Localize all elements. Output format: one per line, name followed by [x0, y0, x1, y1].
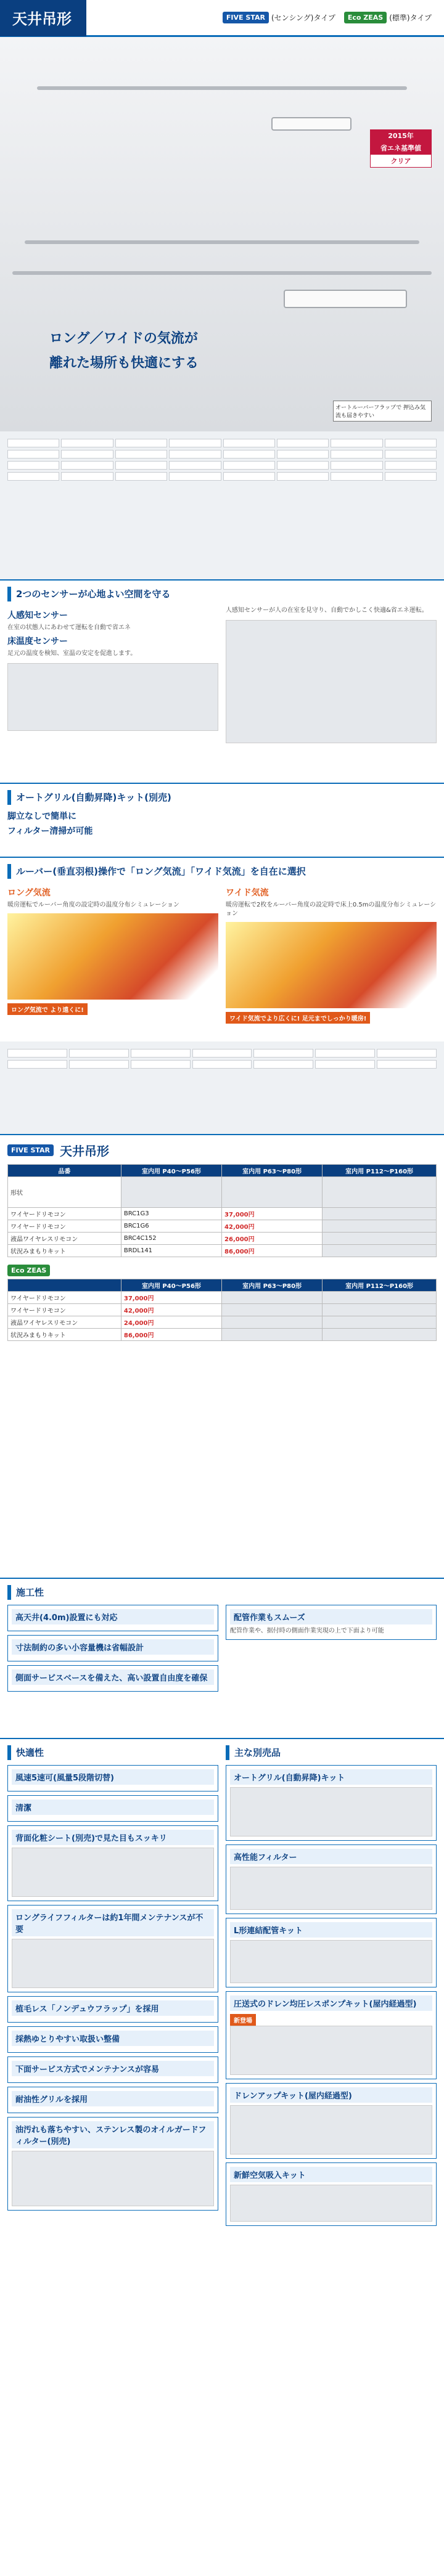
- long-airflow-note: ロング気流で より遠くに!: [7, 1003, 88, 1015]
- sensor-diagram: [7, 663, 218, 731]
- long-airflow-desc: 暖房運転でルーバー角度の設定時の温度分布シミュレーション: [7, 902, 179, 908]
- spec-grid: [0, 431, 444, 579]
- wide-airflow-note: ワイド気流でより広くに! 足元までしっかり暖房!: [226, 1012, 370, 1024]
- spec-grid-2: [0, 1041, 444, 1134]
- table-row: 液晶ワイヤレスリモコン BRC4C152 26,000円: [8, 1233, 437, 1245]
- col-2: 室内用 P63〜P80形: [222, 1165, 323, 1177]
- wide-airflow-graph: [226, 922, 437, 1008]
- price-section: [0, 1134, 444, 1578]
- price-table: [7, 1164, 437, 1257]
- filter-section: [0, 783, 444, 857]
- feature-item: 植毛レス「ノンデュウフラップ」を採用: [7, 1996, 218, 2023]
- feature-item: ロングライフフィルターは約1年間メンテナンスが不要: [7, 1905, 218, 1992]
- feature-item: 清潔: [7, 1795, 218, 1822]
- floor-sensor-desc: 足元の温度を検知、室温の安定を促進します。: [7, 650, 137, 657]
- filter-desc1: 脚立なしで簡単に: [7, 812, 76, 821]
- type-badges: [223, 12, 444, 23]
- badge-year: 2015年: [370, 129, 432, 142]
- install-section: [0, 1578, 444, 1738]
- ceiling-line: [37, 86, 407, 90]
- feature-item: 下面サービス方式でメンテナンスが容易: [7, 2056, 218, 2083]
- col-3: 室内用 P112〜P160形: [323, 1165, 437, 1177]
- page-title: 天井吊形: [0, 0, 86, 36]
- col-model: 品番: [8, 1165, 121, 1177]
- col-1: 室内用 P40〜P56形: [121, 1165, 221, 1177]
- price-brand: FIVE STAR: [7, 1144, 54, 1156]
- table-row: 形状: [8, 1177, 437, 1208]
- option-item: 圧送式のドレン均圧レスポンプキット(屋内経過型) 新登場: [226, 1991, 437, 2079]
- table-row: [25, 240, 419, 244]
- badge-text2: クリア: [370, 154, 432, 168]
- long-airflow-label: ロング気流: [7, 888, 51, 898]
- hero-image: [0, 37, 444, 431]
- option-item: 高性能フィルター: [226, 1844, 437, 1914]
- louver-title: ルーバー(垂直羽根)操作で「ロング気流」「ワイド気流」を自在に選択: [7, 864, 437, 879]
- floor-sensor-title: 床温度センサー: [7, 637, 68, 646]
- install-item: 寸法制約の多い小容量機は省幅設計: [7, 1635, 218, 1661]
- features-section: [0, 1738, 444, 2416]
- table-row: 状況みまもりキット BRDL141 86,000円: [8, 1245, 437, 1257]
- hero-caption: オートルーバーフラップで 押込み気流も届きやすい: [333, 401, 432, 422]
- sensor-right-desc: 人感知センサーが人の在室を見守り、自動でかしこく快適&省エネ運転。: [226, 607, 428, 614]
- option-item: 新鮮空気吸入キット: [226, 2162, 437, 2226]
- sensor-section: [0, 579, 444, 783]
- feature-item: 採熱ゆとりやすい取扱い整備: [7, 2026, 218, 2053]
- feature-title: 快適性: [7, 1745, 218, 1760]
- sensor-title: 2つのセンサーが心地よい空間を守る: [7, 587, 437, 601]
- install-item: 配管作業もスムーズ 配管作業や、据付時の側面作業実現の上で下面より可能: [226, 1605, 437, 1640]
- person-sensor-title: 人感知センサー: [7, 611, 68, 621]
- table-row: ワイヤードリモコン 42,000円: [8, 1304, 437, 1316]
- install-title: 施工性: [7, 1585, 437, 1600]
- ceiling-unit-main: [284, 290, 407, 308]
- table-row: 状況みまもりキット 86,000円: [8, 1329, 437, 1341]
- five-star-logo: FIVE STAR: [223, 12, 269, 23]
- feature-item: 風速5速可(風量5段階切替): [7, 1765, 218, 1791]
- option-item: ドレンアップキット(屋内経過型): [226, 2083, 437, 2159]
- option-item: オートグリル(自動昇降)キット: [226, 1765, 437, 1841]
- long-airflow-graph: [7, 913, 218, 1000]
- price-title: 天井吊形: [60, 1144, 110, 1159]
- hero-tagline: [49, 327, 199, 376]
- table-row: ワイヤードリモコン BRC1G3 37,000円: [8, 1208, 437, 1220]
- feature-item: 背面化粧シート(別売)で見た目もスッキリ: [7, 1825, 218, 1901]
- filter-title: オートグリル(自動昇降)キット(別売): [7, 790, 437, 805]
- eco-zeas-sub: (標準)タイプ: [389, 14, 432, 22]
- five-star-sub: (センシング)タイプ: [271, 14, 335, 22]
- five-star-badge: [223, 12, 335, 23]
- wide-airflow-desc: 暖房運転で2枚をルーバー角度の設定時で床上0.5mの温度分布シミュレーション: [226, 902, 437, 917]
- page-header: [0, 0, 444, 37]
- badge-text: 省エネ基準値: [370, 142, 432, 154]
- table-row: [12, 271, 432, 275]
- options-title: 主な別売品: [226, 1745, 437, 1760]
- person-sensor-desc: 在室の状態人にあわせて運転を自動で省エネ: [7, 624, 131, 631]
- feature-item: 耐油性グリルを採用: [7, 2087, 218, 2113]
- ceiling-unit: [271, 117, 352, 131]
- feature-item: 油汚れも落ちやすい、ステンレス製のオイルガードフィルター(別売): [7, 2117, 218, 2211]
- table-row: 液晶ワイヤレスリモコン 24,000円: [8, 1316, 437, 1329]
- option-item: L形連結配管キット: [226, 1918, 437, 1987]
- filter-desc2: フィルター清掃が可能: [7, 826, 93, 836]
- sensor-chart: [226, 620, 437, 743]
- install-item: 高天井(4.0m)設置にも対応: [7, 1605, 218, 1631]
- tagline-line2: 離れた場所も快適にする: [49, 356, 199, 371]
- eco-zeas-logo: Eco ZEAS: [344, 12, 387, 23]
- louver-section: [0, 857, 444, 1041]
- wide-airflow-label: ワイド気流: [226, 888, 269, 898]
- tagline-line1: ロング／ワイドの気流が: [49, 331, 198, 346]
- eco-price-table: 室内用 P40〜P56形 室内用 P63〜P80形 室内用 P112〜P160形 ワイヤードリモコン 37,000円 ワイヤードリモコン 42,000円 液晶ワイヤレスリモコン 24,000円 状況みまもりキット 86,000円: [7, 1279, 437, 1341]
- energy-badge: [370, 129, 432, 168]
- eco-table-brand: Eco ZEAS: [7, 1265, 50, 1276]
- eco-zeas-badge: [344, 12, 432, 23]
- table-row: ワイヤードリモコン BRC1G6 42,000円: [8, 1220, 437, 1233]
- install-item: 側面サービスベースを備えた、高い設置自由度を確保: [7, 1665, 218, 1692]
- table-row: ワイヤードリモコン 37,000円: [8, 1292, 437, 1304]
